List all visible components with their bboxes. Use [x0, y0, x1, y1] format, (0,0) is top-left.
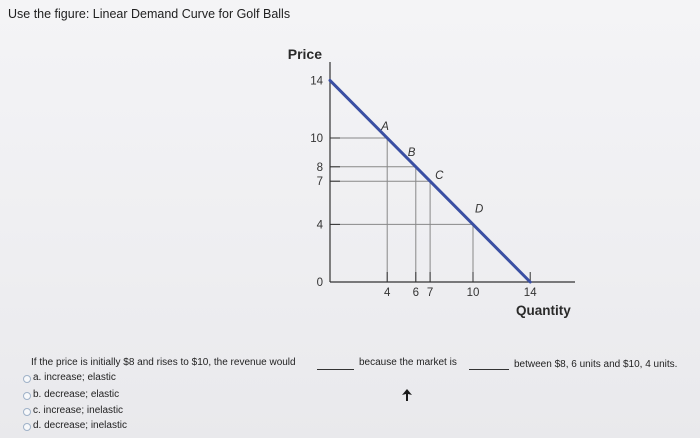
x-tick-label: 10 [466, 287, 480, 299]
x-axis-label: Quantity [516, 303, 571, 318]
option-b-label[interactable]: b. decrease; elastic [33, 389, 120, 400]
y-tick-label: 7 [316, 176, 323, 189]
y-tick-label: 4 [316, 219, 323, 232]
point-label-a: A [381, 121, 389, 133]
option-c-radio[interactable] [23, 408, 31, 416]
y-tick-label: 14 [310, 75, 323, 88]
question-part-3: between $8, 6 units and $10, 4 units. [514, 359, 678, 370]
y-tick-label: 0 [316, 277, 323, 289]
question-part-2: because the market is [359, 357, 457, 368]
arrow-cursor-icon [402, 389, 412, 401]
x-ticks [384, 272, 537, 299]
y-ticks [310, 75, 340, 289]
point-labels [380, 121, 483, 215]
drop-lines [330, 138, 473, 282]
point-label-c: C [435, 170, 444, 183]
question-part-1: If the price is initially $8 and rises to $10, the revenue would [31, 357, 296, 368]
y-tick-label: 8 [316, 161, 323, 174]
option-d-radio[interactable] [23, 423, 31, 431]
x-tick-label: 6 [412, 287, 420, 299]
point-label-b: B [407, 146, 416, 159]
option-d-label[interactable]: d. decrease; inelastic [33, 420, 127, 431]
answer-blank-1 [317, 369, 354, 370]
option-b-radio[interactable] [23, 392, 31, 400]
y-axis-label: Price [287, 46, 322, 62]
option-a-radio[interactable] [23, 375, 31, 383]
option-a-label[interactable]: a. increase; elastic [33, 372, 116, 383]
x-tick-label: 4 [383, 287, 391, 299]
answer-blank-2 [469, 369, 509, 370]
page-title: Use the figure: Linear Demand Curve for Golf Balls [8, 7, 291, 21]
y-tick-label: 10 [310, 133, 323, 145]
option-c-label[interactable]: c. increase; inelastic [33, 405, 124, 416]
x-tick-label: 14 [523, 287, 537, 299]
x-tick-label: 7 [426, 287, 434, 299]
point-label-d: D [475, 203, 484, 216]
